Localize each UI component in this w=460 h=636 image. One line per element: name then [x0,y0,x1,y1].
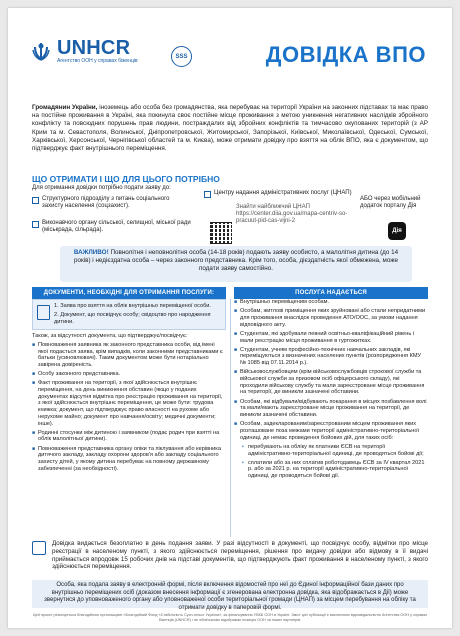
list-item [234,421,428,444]
bullet-icon: ■ [234,421,238,428]
list-item-text: Повноваження заявника як законного представника особи, від імені якої подається заява, крім випадків, коли законними представниками є батьки (усиновлювачі). Таким документом може бути нотаріально завірена довіреність. [38,341,223,368]
notice-text: Повнолітня і неповнолітня особа (14-18 років) подають заяву особисто, а малолітня дитина (до 14 років) і недієздатна особа – через законного представника. Крім того, особа, дієздатність якої обмежена, може подати заяву самостійно. [73,249,399,273]
bullet-icon: ■ [32,371,36,378]
list-item [234,299,428,308]
list-item-text: Особам, задекларованим/зареєстрованим місцем проживання яких розташоване поза межами території адміністративно-територіальної одиниці, де немає проведення бойових дій, для таких осіб: [240,421,420,441]
list-item-text: Внутрішньо переміщеним особам. [240,299,330,305]
required-doc-2: 2. Документ, що посвідчує особу; свідоцтво про народження дитини. [54,312,211,325]
document-icon [32,541,46,555]
service-column [234,299,428,482]
notice-prefix: ВАЖЛИВО! [73,249,109,256]
logo-subtitle: Агентство ООН у справах біженців [57,58,138,64]
list-item-text: Особам, які відбували/відбувають покарання в місцях позбавлення волі та мали/мають зареєстроване місце проживання на території, де виникли зазначені обставини. [240,398,427,419]
where-cnap-label: Центру надання адміністративних послуг (ЦНАП) [214,190,352,196]
list-item-text: Студентам, які здобували певний освітньо-кваліфікаційний рівень і мали реєстрацію місця проживання в гуртожитках. [240,330,415,344]
service-column-header: ПОСЛУГА НАДАЄТЬСЯ [234,287,428,299]
unhcr-emblem-icon [30,40,52,62]
important-notice [60,246,412,282]
documents-column [32,299,226,475]
bullet-icon: ■ [32,429,36,436]
checkbox-icon [204,191,211,198]
issuance-text: Довідка видається безоплатно в день подання заяви. У разі відсутності в документі, що посвідчує особу, відмітки про місце реєстрації в населеному пункті, з якого здійснюється переміщення, рішення про видачу довідки або відмову в її видачі приймається впродовж 15 робочих днів на підставі документів, що підтверджують факт проживання в населеному пункті, з якого здійснюється переміщення. [52,540,428,571]
logo-name: UNHCR [57,37,131,59]
list-item [234,331,428,347]
also-required-label: Також, за відсутності документа, що підтверджує/посвідчує: [32,332,188,339]
list-item-text: Військовослужбовцям (крім військовослужбовців строкової служби та військової служби за призовом осіб офіцерського складу), які проходили військову службу та мали зареєстроване місце проживання на території, де виникли зазначені обставини. [240,369,425,396]
list-item-text: Повноваження представника органу опіки та піклування або керівника дитячого закладу, закладу охорони здоров'я або закладу соціального захисту дітей, у якому дитина перебуває на повному державному забезпеченні (за необхідності). [38,445,221,472]
list-item [32,342,226,371]
bullet-icon: ■ [234,346,238,353]
unhcr-logo [30,38,138,64]
where-cnap [204,190,354,198]
required-doc-1: 1. Заява про взяття на облік внутрішньо переміщеної особи. [54,303,211,309]
qr-code-pattern [210,222,232,244]
footer-disclaimer: Цей проєкт реалізується благодійною організацією «Благодійний Фонд «Стабільність Сусп-пільст України», за фінансування УВКБ ООН в Україні. Зміст цієї публікації є виключною відповідальністю Агентства ООН у справах біженців (UNHCR) і не обов'язково відображає позицію ООН чи інших партнерів. [32,613,428,622]
section-title: ЩО ОТРИМАТИ І ЩО ДЛЯ ЦЬОГО ПОТРІБНО [32,174,220,184]
where-council [32,220,192,234]
where-diia-label: АБО через мобільний додаток порталу Дія [360,196,421,210]
list-item [234,369,428,398]
required-documents-box [32,299,226,330]
section-subtitle: Для отримання довідки потрібно подати заяву до: [32,185,171,191]
header [8,8,452,100]
bullet-icon: ■ [234,398,238,405]
list-item [234,308,428,331]
bullet-icon: ■ [32,380,36,387]
where-council-label: Виконавчого органу сільської, селищної, міської ради (міськрада, сільрада). [42,220,191,234]
intro-text: іноземець або особа без громадянства, яка перебуває на території України на законних підставах та має право на постійне проживання в Україні, яка покинула своє постійне місце проживання з метою уникнення негативних наслідків збройного конфлікту та повсюдних порушень прав людини, постраждалих від збройних конфліктів та тимчасово окупованих територій (з АР Крим та м. Севастополя, Волинської, Дніпропетровської, Житомирської, Запорізької, Київської, Миколаївської, Одеської, Сумської, Харківської, Херсонської, Чернігівської областей та м. Києва), може отримати довідку про взяття на облік ВПО, яка є документом, що підтверджує факт внутрішнього переміщення. [32,104,429,153]
list-item-text: Студентам, учням професійно-технічних навчальних закладів, які переміщуються з визначених населених пунктів (розпорядження КМУ № 1085 від 07.11.2014 р.). [240,346,422,367]
checkbox-icon [32,197,39,204]
list-item-text: Факт проживання на території, з якої здійснюється внутрішнє переміщення, на день виникнення обставин (якщо у поданих документах відсутня відмітка про реєстрацію проживання на території, з якої здійснюється внутрішнє переміщення, це може бути: трудова книжка; документ, що підтверджує право власності на рухоме або нерухоме майно; документ про навчання/освіту; медичні документи; інше). [38,380,223,427]
column-divider [230,299,231,537]
bullet-icon: ■ [32,445,36,452]
where-social-protection [32,196,192,210]
electronic-application-info: Особа, яка подала заяву в електронній формі, після включення відомостей про неї до Єдиної інформаційної бази даних про внутрішньо переміщених осіб (доказом внесення інформації є згенерована електронна довідка, яка відображається в Дії) може звернутися до уповноваженого органу або уповноваженої особи територіальної громади (ЦНАП) за місцем перебування на обліку та отримати довідку в паперовій формі. [32,580,428,608]
partner-badge: SSS [171,46,192,67]
intro-paragraph [32,104,428,153]
list-item-text: Родинні стосунки між дитиною і заявником (подає родич при взятті на облік малолітньої дитини). [38,429,220,443]
sub-list-item-text: перебувають на обліку як платники ЄСВ на території адміністративно-територіальної одиниці, де проводяться бойові дії; [248,443,424,457]
sub-list-item [234,460,428,483]
documents-column-header: ДОКУМЕНТИ, НЕОБХІДНІ ДЛЯ ОТРИМАННЯ ПОСЛУГИ: [32,287,226,299]
dot-icon: • [242,443,244,450]
flyer-page [8,8,452,628]
cnap-link-text[interactable]: Знайти найближчий ЦНАП https://center.diia.gov.ua/mapa-centriv-so-pracuut-pid-cas-vijni-2 [236,204,348,225]
list-item [234,399,428,422]
dot-icon: • [242,459,244,466]
intro-lead: Громадянин України, [32,104,98,111]
cnap-link[interactable] [236,204,348,226]
where-diia [360,196,430,210]
list-item [234,347,428,370]
bullet-icon: ■ [234,330,238,337]
page-title: ДОВІДКА ВПО [265,42,426,67]
list-item [32,430,226,446]
diia-app-icon: Дія [388,222,406,240]
where-social-protection-label: Структурного підрозділу з питань соціального захисту населення (соцзахист). [42,196,170,210]
bullet-icon: ■ [32,341,36,348]
bullet-icon: ■ [234,308,238,315]
document-icon [37,305,50,320]
list-item [32,371,226,380]
issuance-info [32,540,428,571]
list-item [32,380,226,429]
sub-list-item-text: сплатили або за них сплатив роботодавець ЄСВ за IV квартал 2021 р. або за 2021 р. на території адміністративно-територіальної одиниці, де проводяться бойові дії. [248,459,425,480]
list-item [32,446,226,475]
sub-list-item [234,444,428,460]
list-item-text: Особу законного представника. [38,371,121,378]
bullet-icon: ■ [234,369,238,376]
list-item-text: Особам, житлові приміщення яких зруйновані або стали непридатними для проживання внаслідок проведення АТО/ООС, за умови надання відповідного акту. [240,308,426,328]
checkbox-icon [32,221,39,228]
bullet-icon: ■ [234,299,238,305]
